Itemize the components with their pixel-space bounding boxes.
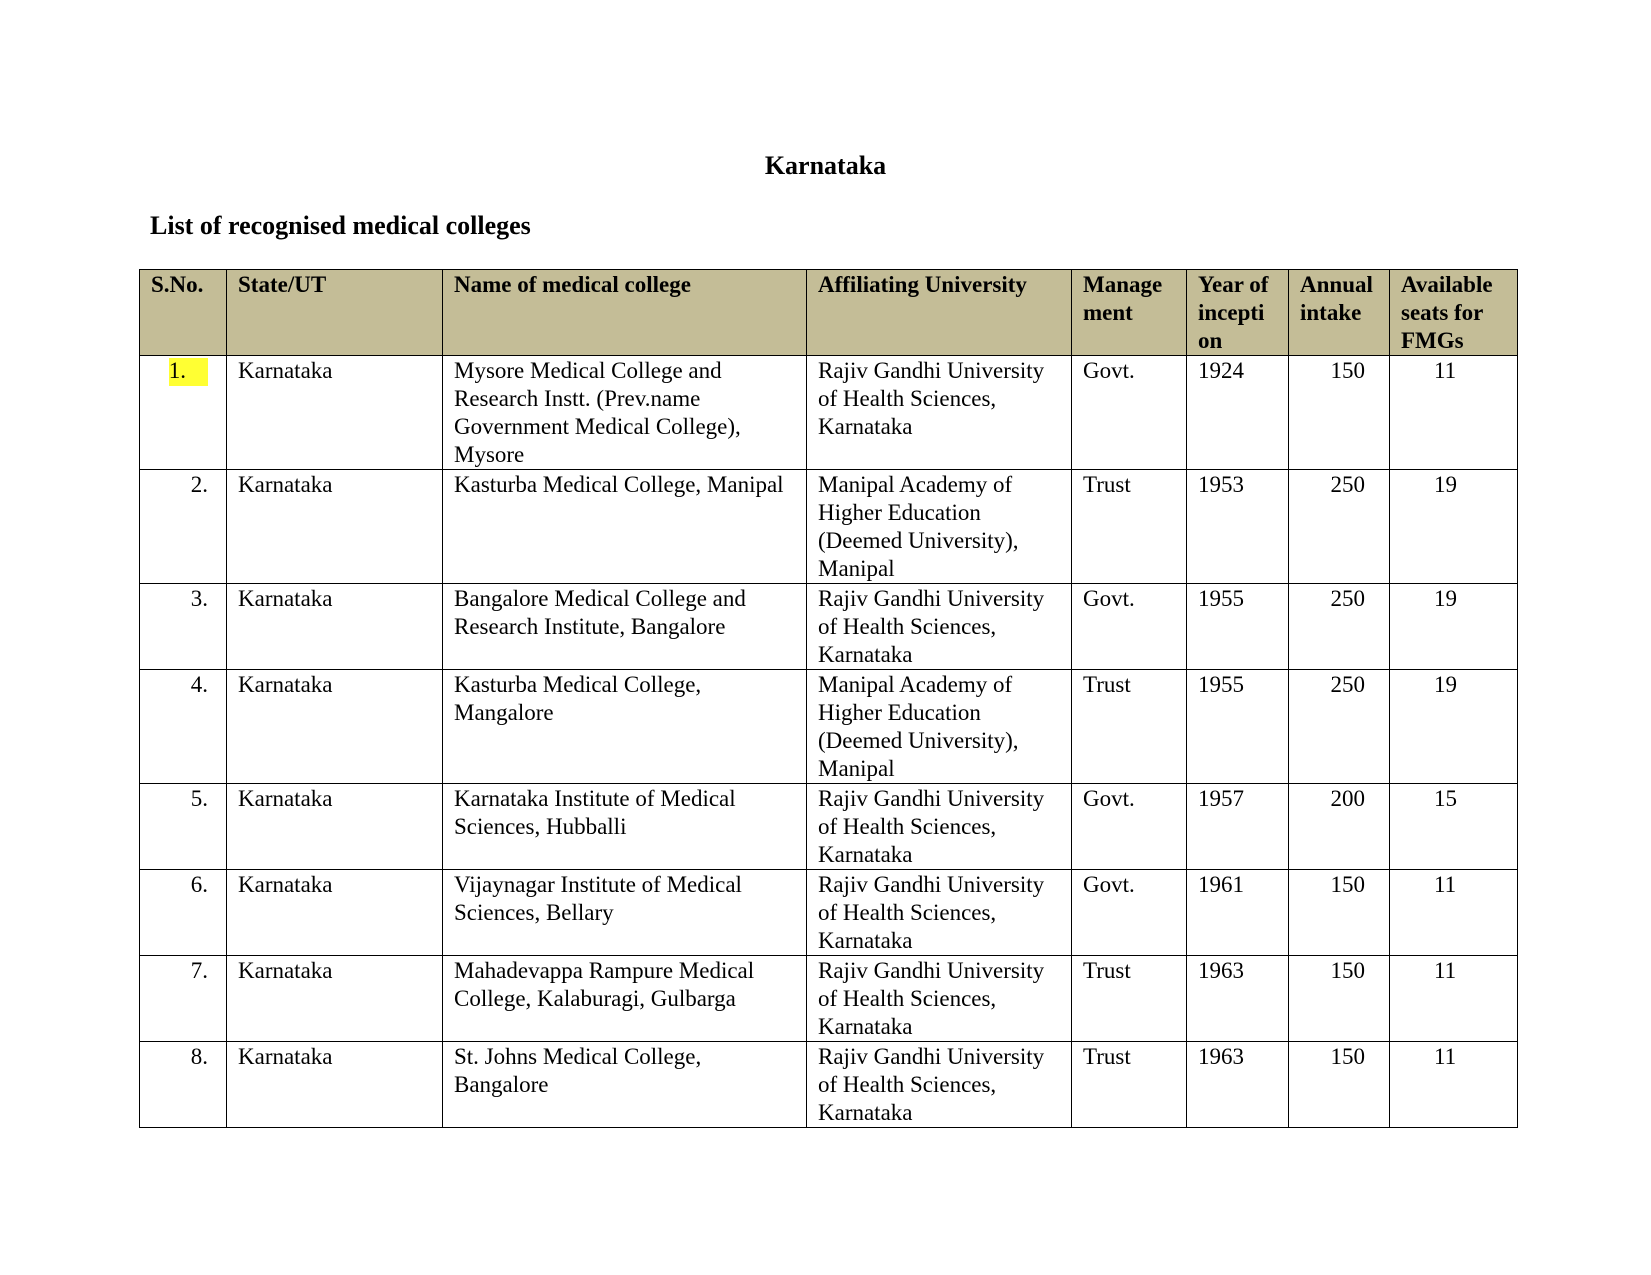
cell-sno: 4. bbox=[140, 670, 227, 784]
cell-state: Karnataka bbox=[227, 870, 443, 956]
cell-intake: 150 bbox=[1289, 356, 1390, 470]
page-title: Karnataka bbox=[764, 151, 887, 180]
cell-college: Kasturba Medical College, Mangalore bbox=[443, 670, 807, 784]
cell-state: Karnataka bbox=[227, 470, 443, 584]
colleges-table bbox=[139, 269, 1518, 1128]
cell-state: Karnataka bbox=[227, 956, 443, 1042]
cell-fmg: 11 bbox=[1390, 1042, 1518, 1128]
header-university: Affiliating University bbox=[807, 270, 1072, 356]
cell-fmg: 15 bbox=[1390, 784, 1518, 870]
cell-sno bbox=[140, 356, 227, 470]
cell-sno: 6. bbox=[140, 870, 227, 956]
header-fmg: Available seats for FMGs bbox=[1390, 270, 1518, 356]
header-college: Name of medical college bbox=[443, 270, 807, 356]
cell-management: Trust bbox=[1072, 470, 1187, 584]
header-intake: Annual intake bbox=[1289, 270, 1390, 356]
cell-intake: 250 bbox=[1289, 470, 1390, 584]
cell-state: Karnataka bbox=[227, 784, 443, 870]
cell-college: Vijaynagar Institute of Medical Sciences, Bellary bbox=[443, 870, 807, 956]
cell-college: Mahadevappa Rampure Medical College, Kalaburagi, Gulbarga bbox=[443, 956, 807, 1042]
header-row bbox=[140, 270, 1518, 356]
cell-university: Rajiv Gandhi University of Health Sciences, Karnataka bbox=[807, 956, 1072, 1042]
cell-intake: 250 bbox=[1289, 584, 1390, 670]
cell-management: Govt. bbox=[1072, 870, 1187, 956]
header-management: Manage ment bbox=[1072, 270, 1187, 356]
cell-state: Karnataka bbox=[227, 356, 443, 470]
cell-sno: 2. bbox=[140, 470, 227, 584]
cell-university: Rajiv Gandhi University of Health Sciences, Karnataka bbox=[807, 356, 1072, 470]
cell-management: Trust bbox=[1072, 956, 1187, 1042]
cell-year: 1953 bbox=[1187, 470, 1289, 584]
cell-management: Govt. bbox=[1072, 356, 1187, 470]
cell-year: 1957 bbox=[1187, 784, 1289, 870]
cell-sno: 5. bbox=[140, 784, 227, 870]
table-row bbox=[140, 584, 1518, 670]
table-row bbox=[140, 470, 1518, 584]
cell-year: 1955 bbox=[1187, 670, 1289, 784]
table-row bbox=[140, 784, 1518, 870]
table-row bbox=[140, 870, 1518, 956]
cell-intake: 150 bbox=[1289, 956, 1390, 1042]
table-row bbox=[140, 1042, 1518, 1128]
cell-year: 1961 bbox=[1187, 870, 1289, 956]
cell-university: Rajiv Gandhi University of Health Sciences, Karnataka bbox=[807, 784, 1072, 870]
cell-state: Karnataka bbox=[227, 670, 443, 784]
cell-management: Govt. bbox=[1072, 584, 1187, 670]
cell-university: Manipal Academy of Higher Education (Deemed University), Manipal bbox=[807, 670, 1072, 784]
cell-state: Karnataka bbox=[227, 584, 443, 670]
cell-university: Rajiv Gandhi University of Health Sciences, Karnataka bbox=[807, 870, 1072, 956]
cell-college: Karnataka Institute of Medical Sciences, Hubballi bbox=[443, 784, 807, 870]
cell-year: 1924 bbox=[1187, 356, 1289, 470]
cell-fmg: 11 bbox=[1390, 870, 1518, 956]
cell-management: Govt. bbox=[1072, 784, 1187, 870]
cell-fmg: 11 bbox=[1390, 956, 1518, 1042]
highlighted-sno: 1. bbox=[169, 358, 208, 386]
cell-intake: 150 bbox=[1289, 1042, 1390, 1128]
cell-college: Mysore Medical College and Research Instt. (Prev.name Government Medical College), Mysore bbox=[443, 356, 807, 470]
cell-intake: 200 bbox=[1289, 784, 1390, 870]
cell-sno: 3. bbox=[140, 584, 227, 670]
cell-fmg: 19 bbox=[1390, 470, 1518, 584]
cell-fmg: 11 bbox=[1390, 356, 1518, 470]
cell-sno: 7. bbox=[140, 956, 227, 1042]
cell-year: 1955 bbox=[1187, 584, 1289, 670]
cell-university: Rajiv Gandhi University of Health Sciences, Karnataka bbox=[807, 584, 1072, 670]
cell-fmg: 19 bbox=[1390, 670, 1518, 784]
cell-university: Manipal Academy of Higher Education (Deemed University), Manipal bbox=[807, 470, 1072, 584]
cell-management: Trust bbox=[1072, 1042, 1187, 1128]
cell-intake: 150 bbox=[1289, 870, 1390, 956]
cell-intake: 250 bbox=[1289, 670, 1390, 784]
cell-year: 1963 bbox=[1187, 1042, 1289, 1128]
cell-year: 1963 bbox=[1187, 956, 1289, 1042]
header-state: State/UT bbox=[227, 270, 443, 356]
table-row bbox=[140, 956, 1518, 1042]
cell-sno: 8. bbox=[140, 1042, 227, 1128]
cell-state: Karnataka bbox=[227, 1042, 443, 1128]
table-row bbox=[140, 670, 1518, 784]
cell-management: Trust bbox=[1072, 670, 1187, 784]
header-year: Year of incepti on bbox=[1187, 270, 1289, 356]
cell-college: Kasturba Medical College, Manipal bbox=[443, 470, 807, 584]
header-sno: S.No. bbox=[140, 270, 227, 356]
table-row bbox=[140, 356, 1518, 470]
cell-college: Bangalore Medical College and Research Institute, Bangalore bbox=[443, 584, 807, 670]
cell-college: St. Johns Medical College, Bangalore bbox=[443, 1042, 807, 1128]
cell-university: Rajiv Gandhi University of Health Sciences, Karnataka bbox=[807, 1042, 1072, 1128]
cell-fmg: 19 bbox=[1390, 584, 1518, 670]
section-title: List of recognised medical colleges bbox=[150, 211, 531, 240]
